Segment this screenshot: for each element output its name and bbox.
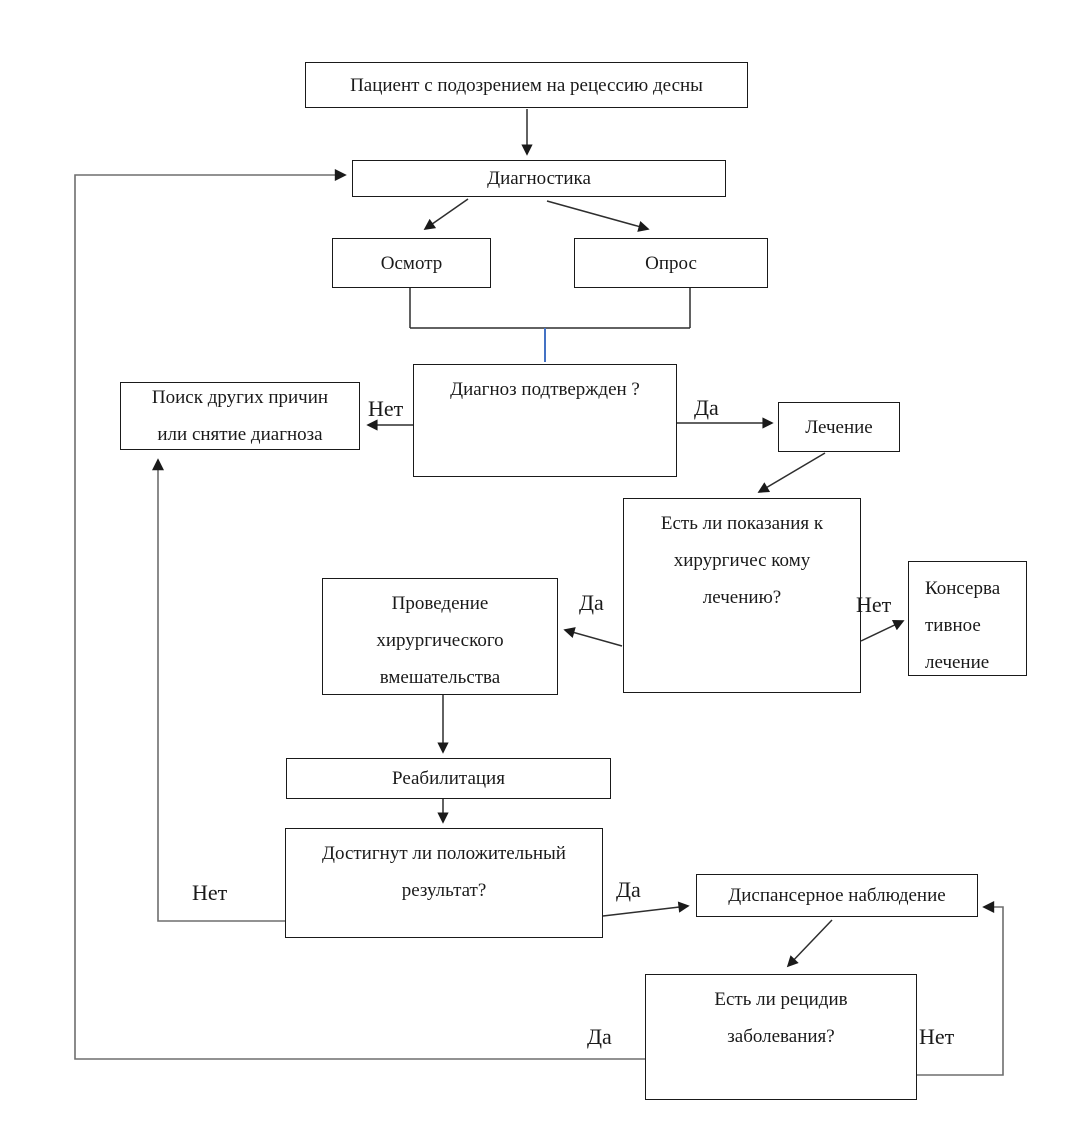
node-interview <box>574 238 768 288</box>
node-conservative-line3: лечение <box>925 652 990 673</box>
edge-label-diagnosis-no: Нет <box>368 396 404 421</box>
loop-relapse-no-to-dispensary <box>917 907 1003 1075</box>
edge-label-relapse-no: Нет <box>919 1024 955 1049</box>
node-surgery-indications-line1: Есть ли показания к <box>660 513 824 534</box>
edge-label-relapse-yes: Да <box>587 1024 612 1049</box>
node-treatment-label: Лечение <box>805 416 873 438</box>
arrow-diagnostics-to-inspection <box>425 199 468 229</box>
node-surgery-line2: хирургического <box>376 630 504 651</box>
node-conservative-line1: Консерва <box>925 578 1001 599</box>
node-relapse <box>645 974 917 1100</box>
node-patient <box>305 62 748 108</box>
node-dispensary <box>696 874 978 917</box>
arrow-dispensary-to-relapse <box>788 920 832 966</box>
arrow-indications-no <box>861 621 903 641</box>
node-conservative <box>908 561 1027 676</box>
node-positive-result <box>285 828 603 938</box>
edge-label-surgery-no: Нет <box>856 592 892 617</box>
node-surgery <box>322 578 558 695</box>
node-diagnosis-confirmed <box>413 364 677 477</box>
node-surgery-line3: вмешательства <box>379 667 501 688</box>
loop-result-no-to-other-causes <box>158 460 285 921</box>
node-diagnostics-label: Диагностика <box>487 168 591 189</box>
node-positive-result-line1: Достигнут ли положительный <box>322 843 566 864</box>
node-diagnosis-confirmed-label: Диагноз подтвержден ? <box>450 379 640 400</box>
node-treatment <box>778 402 900 452</box>
edge-label-surgery-yes: Да <box>579 590 604 615</box>
node-inspection <box>332 238 491 288</box>
node-relapse-line2: заболевания? <box>727 1026 835 1047</box>
node-dispensary-label: Диспансерное наблюдение <box>728 885 946 906</box>
arrow-indications-yes <box>565 630 622 646</box>
node-other-causes-line2: или снятие диагноза <box>157 424 323 445</box>
arrow-treatment-to-indications <box>759 453 825 492</box>
node-surgery-indications <box>623 498 861 693</box>
node-surgery-line1: Проведение <box>391 593 489 614</box>
edge-label-diagnosis-yes: Да <box>694 395 719 420</box>
node-conservative-line2: тивное <box>925 615 981 636</box>
node-positive-result-line2: результат? <box>401 880 487 901</box>
node-surgery-indications-line2: хирургичес кому <box>673 550 811 571</box>
node-interview-label: Опрос <box>645 252 697 274</box>
node-diagnostics <box>352 160 726 197</box>
arrow-result-yes <box>603 906 688 916</box>
node-rehabilitation-label: Реабилитация <box>392 768 505 789</box>
edge-label-result-yes: Да <box>616 877 641 902</box>
edge-label-result-no: Нет <box>192 880 228 905</box>
connector-join-bus <box>410 288 690 328</box>
node-other-causes <box>120 382 360 450</box>
node-rehabilitation <box>286 758 611 799</box>
node-inspection-label: Осмотр <box>380 252 443 274</box>
node-patient-label: Пациент с подозрением на рецессию десны <box>350 74 703 96</box>
arrow-diagnostics-to-interview <box>547 201 648 229</box>
node-surgery-indications-line3: лечению? <box>702 587 782 608</box>
node-relapse-line1: Есть ли рецидив <box>714 989 848 1010</box>
node-other-causes-line1: Поиск других причин <box>151 387 329 408</box>
